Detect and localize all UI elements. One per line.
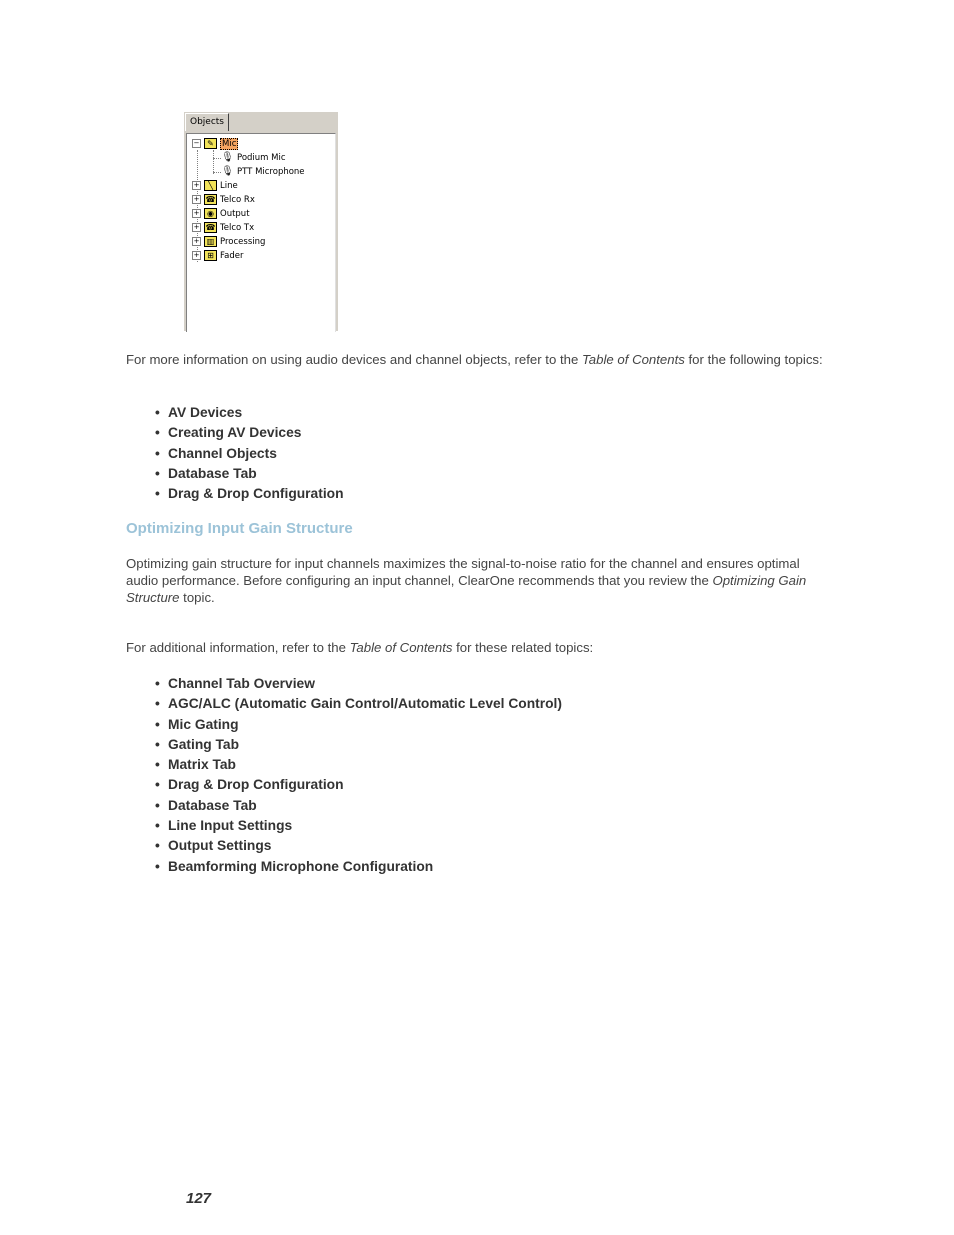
intro-text-end: for the following topics:: [684, 352, 823, 367]
tree-item-ptt-microphone[interactable]: [221, 165, 305, 179]
expand-icon[interactable]: +: [193, 251, 200, 259]
section-heading: Optimizing Input Gain Structure: [126, 520, 353, 537]
tree-item-label: Mic: [222, 139, 237, 149]
list-item[interactable]: • Drag & Drop Configuration: [155, 777, 344, 793]
list-item[interactable]: • Channel Objects: [155, 445, 277, 461]
tree-item-telco-rx[interactable]: [192, 193, 255, 207]
telco-rx-icon: ☎: [205, 195, 216, 204]
objects-panel: [184, 112, 338, 331]
expand-icon[interactable]: +: [193, 237, 200, 245]
list-item[interactable]: • AV Devices: [155, 405, 243, 420]
microphone-icon: 🎙: [221, 151, 234, 163]
list-item[interactable]: • Beamforming Microphone Configuration: [155, 858, 434, 874]
topic-link[interactable]: AV Devices: [168, 405, 243, 420]
list-item[interactable]: • Database Tab: [155, 797, 257, 813]
objects-tree[interactable]: [186, 133, 336, 332]
tree-item-label: Fader: [220, 251, 244, 261]
processing-icon: ▥: [204, 236, 217, 247]
topic-link[interactable]: Database Tab: [168, 797, 257, 813]
intro-paragraph: [126, 351, 836, 368]
topic-link[interactable]: Creating AV Devices: [168, 425, 302, 441]
topic-link[interactable]: Gating Tab: [168, 736, 240, 752]
tree-item-label: Line: [220, 181, 238, 191]
objects-tab[interactable]: Objects: [185, 113, 229, 131]
section-text: Optimizing gain structure for input channels maximizes the signal-to-noise ratio for the channel and ensures optimal audio performance. Before configuring an input channel, ClearOne recommends that you review the: [126, 556, 800, 588]
fader-icon: ⊞: [204, 250, 217, 261]
list-item[interactable]: • Database Tab: [155, 465, 257, 481]
expand-icon[interactable]: +: [193, 209, 200, 217]
tree-item-telco-tx[interactable]: [192, 221, 254, 235]
tree-item-podium-mic[interactable]: [221, 151, 286, 165]
page-number: 127: [186, 1190, 212, 1207]
microphone-icon: 🎙: [221, 165, 234, 177]
additional-paragraph: [126, 639, 836, 656]
topics-list-2: [155, 674, 562, 877]
list-item[interactable]: • Creating AV Devices: [155, 425, 302, 441]
additional-text-end: for these related topics:: [452, 640, 594, 655]
list-item[interactable]: • AGC/ALC (Automatic Gain Control/Automatic Level Control): [155, 696, 562, 712]
topic-link[interactable]: Drag & Drop Configuration: [168, 486, 344, 502]
tree-item-label: Telco Tx: [220, 223, 255, 233]
toc-reference: Table of Contents: [349, 640, 453, 655]
tree-item-processing[interactable]: [192, 235, 265, 249]
topic-link[interactable]: Beamforming Microphone Configuration: [168, 858, 434, 874]
tree-item-label: Podium Mic: [237, 153, 286, 163]
list-item[interactable]: • Channel Tab Overview: [155, 676, 315, 691]
expand-icon[interactable]: +: [193, 223, 200, 231]
tree-item-mic[interactable]: [192, 137, 238, 151]
line-folder-icon: ╲: [204, 180, 217, 191]
collapse-icon[interactable]: −: [193, 139, 200, 147]
list-item[interactable]: • Matrix Tab: [155, 757, 236, 773]
additional-text: For additional information, refer to the: [126, 640, 350, 655]
tree-item-label: PTT Microphone: [237, 167, 305, 177]
tree-item-line[interactable]: [192, 179, 238, 193]
tree-item-label: Output: [220, 209, 250, 219]
topic-link[interactable]: Output Settings: [168, 838, 272, 854]
toc-reference: Table of Contents: [581, 352, 685, 367]
expand-icon[interactable]: +: [193, 195, 200, 203]
mic-folder-icon: ✎: [204, 138, 217, 149]
speaker-icon: ◉: [204, 208, 217, 219]
topic-link[interactable]: AGC/ALC (Automatic Gain Control/Automatic Level Control): [168, 696, 562, 712]
list-item[interactable]: • Drag & Drop Configuration: [155, 486, 344, 502]
tree-item-fader[interactable]: [192, 249, 243, 263]
topic-link[interactable]: Line Input Settings: [168, 818, 293, 834]
topic-link[interactable]: Channel Objects: [168, 445, 277, 461]
topic-link[interactable]: Mic Gating: [168, 716, 239, 732]
topic-link[interactable]: Drag & Drop Configuration: [168, 777, 344, 793]
topic-link[interactable]: Channel Tab Overview: [168, 676, 315, 691]
list-item[interactable]: • Output Settings: [155, 838, 272, 854]
telco-tx-icon: ☎: [205, 223, 216, 232]
list-item[interactable]: • Gating Tab: [155, 736, 240, 752]
tree-item-label: Telco Rx: [220, 195, 255, 205]
section-text-end: topic.: [179, 590, 215, 605]
topic-link[interactable]: Database Tab: [168, 465, 257, 481]
tree-item-output[interactable]: [192, 207, 250, 221]
topic-link[interactable]: Matrix Tab: [168, 757, 236, 773]
tree-item-label: Processing: [220, 237, 266, 247]
topics-list-1: [155, 403, 344, 504]
expand-icon[interactable]: +: [193, 181, 200, 189]
list-item[interactable]: • Mic Gating: [155, 716, 239, 732]
topic-reference: Optimizing Gain Structure: [126, 573, 807, 605]
list-item[interactable]: • Line Input Settings: [155, 818, 293, 834]
intro-text: For more information on using audio devices and channel objects, refer to the: [126, 352, 582, 367]
section-paragraph: [126, 555, 831, 606]
